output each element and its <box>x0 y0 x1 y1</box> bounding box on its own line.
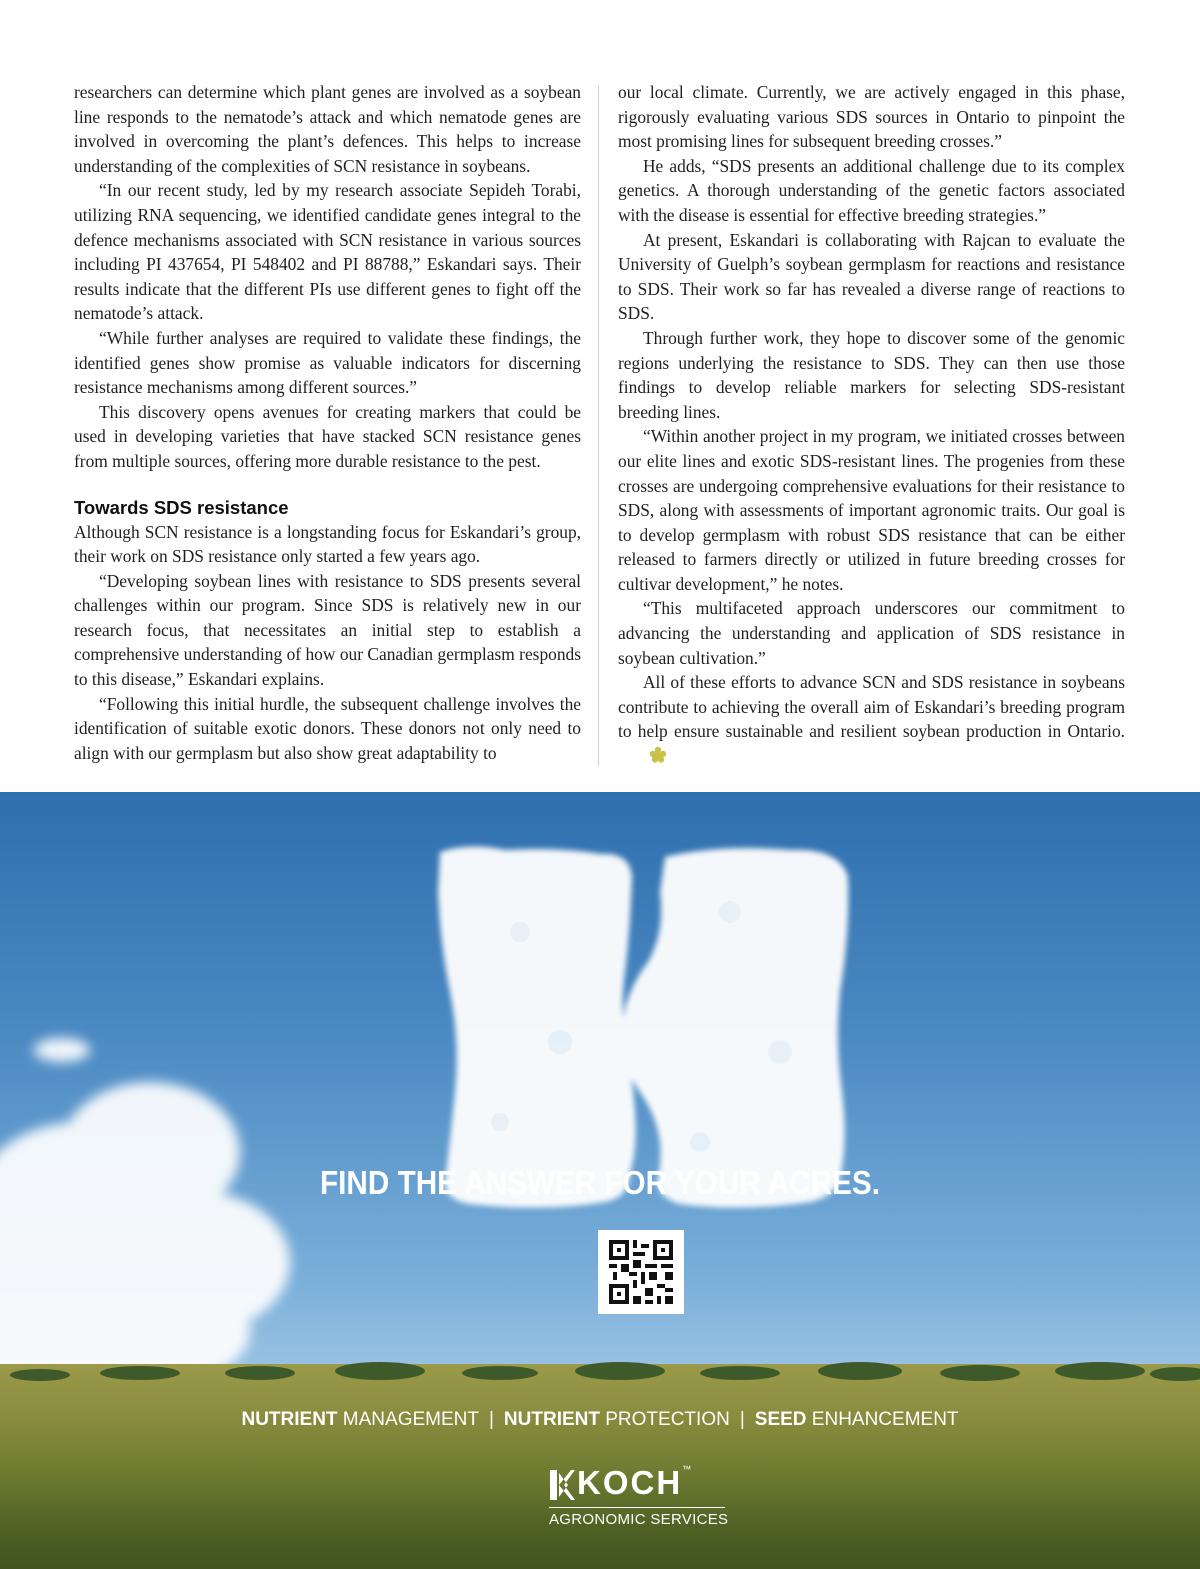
koch-logo <box>549 1464 739 1554</box>
koch-k-mark-icon <box>549 1470 575 1500</box>
ad-headline: FIND THE ANSWER FOR YOUR ACRES. <box>320 1164 880 1201</box>
article-right-column <box>618 80 1125 771</box>
paragraph: This discovery opens avenues for creating markers that could be used in developing varieties that have stacked SCN resistance genes from multiple sources, offering more durable resistance to the pest. <box>74 401 581 471</box>
paragraph: “In our recent study, led by my research associate Sepideh Torabi, utilizing RNA sequencing, we identified candidate genes integral to the defence mechanisms associated with SCN resistance in various sources including PI 437654, PI 548402 and PI 88788,” Eskandari says. Their results indicate that the different PIs use different genes to fight off the nematode’s attack. <box>74 180 581 324</box>
cloud-k-logo <box>438 846 848 1207</box>
paragraph: “Following this initial hurdle, the subsequent challenge involves the identification of suitable exotic donors. These donors not only need to align with our germplasm but also show great adaptability to <box>74 693 581 763</box>
service-nutrient-protection: NUTRIENT PROTECTION <box>503 1409 730 1430</box>
paragraph-final-text: All of these efforts to advance SCN and SDS resistance in soybeans contribute to achieving the overall aim of Eskandari’s breeding program to help ensure sustainable and resilient soybean production in Ontario. <box>618 672 1125 742</box>
koch-advertisement <box>0 792 1200 1569</box>
logo-rule <box>549 1507 725 1508</box>
paragraph: “This multifaceted approach underscores our commitment to advancing the understanding and application of SDS resistance in soybean cultivation.” <box>618 598 1125 668</box>
separator: | <box>739 1409 745 1430</box>
service-seed-enhancement: SEED ENHANCEMENT <box>754 1409 959 1430</box>
service-nutrient-management: NUTRIENT MANAGEMENT <box>241 1409 479 1430</box>
paragraph: Although SCN resistance is a longstanding focus for Eskandari’s group, their work on SDS resistance only started a few years ago. <box>74 521 581 567</box>
paragraph: our local climate. Currently, we are actively engaged in this phase, rigorously evaluating various SDS sources in Ontario to pinpoint the most promising lines for subsequent breeding crosses.” <box>618 82 1125 152</box>
column-divider <box>598 86 599 766</box>
services-line <box>0 1409 1200 1431</box>
paragraph: “While further analyses are required to validate these findings, the identified genes show promise as valuable indicators for discerning resistance mechanisms among different sources.” <box>74 327 581 398</box>
treeline <box>0 1351 1200 1381</box>
paragraph: Through further work, they hope to discover some of the genomic regions underlying the resistance to SDS. They can then use those findings to develop reliable markers for selecting SDS-resistant breeding lines. <box>618 327 1125 422</box>
qr-code[interactable] <box>598 1230 684 1314</box>
logo-wordmark: KOCH™ <box>577 1464 694 1501</box>
trademark: ™ <box>682 1464 694 1474</box>
article-left-column <box>74 80 581 765</box>
separator: | <box>488 1409 494 1430</box>
paragraph-final <box>618 670 1125 770</box>
leaf-end-mark-icon <box>624 746 667 771</box>
paragraph: At present, Eskandari is collaborating with Rajcan to evaluate the University of Guelph’s soybean germplasm for reactions and resistance to SDS. Their work so far has revealed a diverse range of reactions to SDS. <box>618 229 1125 324</box>
paragraph: “Developing soybean lines with resistance to SDS presents several challenges within our program. Since SDS is relatively new in our research focus, that necessitates an initial step to establish a comprehensive understanding of how our Canadian germplasm responds to this disease,” Eskandari explains. <box>74 570 581 690</box>
paragraph: “Within another project in my program, we initiated crosses between our elite lines and exotic SDS-resistant lines. The progenies from these crosses are undergoing comprehensive evaluations for their resistance to SDS, along with assessments of important agronomic traits. Our goal is to develop germplasm with robust SDS resistance that can be either released to farmers directly or utilized in future breeding crosses for cultivar development,” he notes. <box>618 426 1125 594</box>
qr-code-icon <box>609 1240 673 1304</box>
paragraph: He adds, “SDS presents an additional challenge due to its complex genetics. A thorough understanding of the genetic factors associated with the disease is essential for effective breeding strategies.” <box>618 155 1125 225</box>
section-heading: Towards SDS resistance <box>74 496 289 518</box>
paragraph: researchers can determine which plant genes are involved as a soybean line responds to the nematode’s attack and which nematode genes are involved in overcoming the plant’s defences. This helps to increase understanding of the complexities of SCN resistance in soybeans. <box>74 82 581 176</box>
logo-subtitle: AGRONOMIC SERVICES <box>549 1511 729 1528</box>
